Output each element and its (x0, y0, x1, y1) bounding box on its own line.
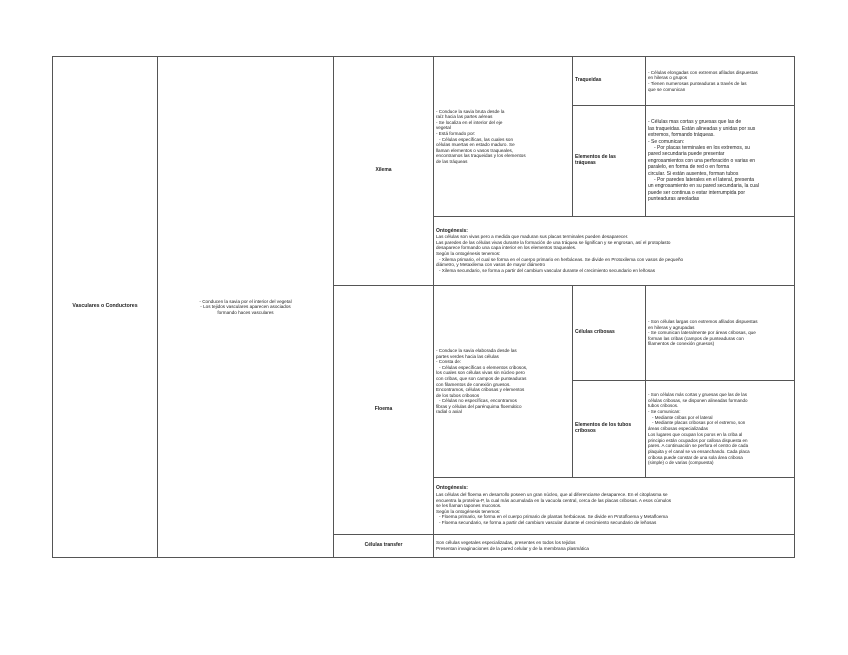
tissue-type-label: Vasculares o Conductores (72, 303, 138, 310)
tubos-desc-line: principio están ocupados por callosa dispuesta en (648, 437, 748, 443)
floema-ontogenesis-line: se les llaman tapones mucosos. (436, 503, 502, 509)
xilema-desc-line: vegetal (436, 125, 451, 131)
xilema-desc-line: raíz hacia las partes aéreas (436, 114, 493, 120)
floema-desc-line: los cuales son células vivas sin núcleo pero (436, 370, 525, 376)
floema-ontogenesis-line: - Floema primario, se forma en el cuerpo primario de plantas herbáceas. Se divide en Protofloema y Metafloema (439, 514, 668, 520)
xilema-ontogenesis-cell (433, 216, 795, 286)
transfer-description-cell (433, 534, 795, 558)
transfer-label: Células transfer (364, 542, 403, 549)
traqueas-desc-line: las traqueidas. Están alineadas y unidas por sus (648, 125, 756, 132)
xilema-desc-line: - Conduce la savia bruta desde la (436, 108, 505, 114)
cribosas-desc-line: filamentos de conexión gruesos) (648, 341, 715, 347)
tubos-desc-line: - Mediante placas cribosas por el extremo, son (652, 420, 746, 426)
tubos-desc-line: - Mediante cribas por el lateral (652, 414, 713, 420)
tubos-desc-line: cribosa puede constar de una sola área cribosa (648, 454, 743, 460)
traqueas-desc-line: un engrosamiento en su pared secundaria, la cual (648, 183, 759, 190)
traqueidas-desc-line: - Células elongadas con extremos afilados dispuestas (648, 69, 758, 75)
xilema-label-cell (333, 56, 434, 286)
floema-desc-line: fibras y células del parénquima floemático (436, 403, 522, 409)
floema-desc-line: con cribas, que son campos de punteaduras (436, 375, 527, 381)
floema-description-cell (433, 285, 573, 478)
floema-desc-line: con filamentos de conexión gruesos. (436, 381, 511, 387)
floema-ontogenesis-line: Las células del floema en desarrollo poseen un gran núcleo, que al diferenciarse desaparece. En el citoplasma se (436, 492, 668, 498)
xilema-ontogenesis-line: - Xilema secundario, se forma a partir del cambium vascular durante el crecimiento secundario en leñosas (439, 267, 656, 273)
tubos-desc-line: - Se comunican: (648, 409, 681, 415)
tubos-desc-line: pares. A continuación se perfora el centro de cada (648, 443, 749, 449)
traqueas-desc-line: extremos, formando tráqueas. (648, 132, 715, 139)
traqueas-desc-line: - Se comunican: (648, 138, 685, 145)
xilema-desc-line: encontramos las traqueidas y los elementos (436, 153, 526, 159)
floema-desc-line: radial o axial (436, 409, 462, 415)
traqueas-desc-line: - Células mas cortas y gruesas que las de (648, 119, 742, 126)
celulas-cribosas-label-cell (572, 285, 646, 381)
traqueidas-desc-line: - Tienen numerosas punteaduras a través de las (648, 81, 747, 86)
xilema-desc-line: de las tráqueas (436, 158, 468, 164)
traqueidas-desc-line: en hileras o grupos (648, 75, 688, 81)
xilema-ontogenesis-line: desaparece formando una capa interior en los elementos traqueales. (436, 245, 577, 251)
general-desc-line-1: - Conducen la savia por el interior del vegetal (199, 298, 292, 304)
tubos-desc-line: células cribosas, se disponen alineadas formando (648, 397, 748, 403)
cribosas-desc-line: - Son células largas con extremos afilados dispuestas (648, 319, 758, 325)
traqueas-desc-line: circular. Si están ausentes, forman tubos (648, 170, 739, 177)
celulas-cribosas-description-cell (645, 285, 795, 381)
xilema-description-cell (433, 56, 573, 217)
xilema-ontogenesis-line: diámetro, y Metaxilema con vasos de mayor diámetro (436, 262, 546, 268)
transfer-label-cell (333, 534, 434, 558)
general-description-cell (157, 56, 334, 558)
xilema-ontogenesis-title: Ontogénesis: (436, 227, 468, 234)
traqueas-desc-line: puede ser continua o estar interrumpida por (648, 189, 746, 196)
xilema-ontogenesis-line: Las paredes de las células vivas durante la formación de una tráquea se lignifican y se engrosan, así el protoplasto (436, 239, 671, 245)
elementos-traqueas-description-cell (645, 105, 795, 217)
xilema-desc-line: - Se localiza en el interior del eje (436, 119, 503, 125)
xilema-ontogenesis-line: Según la ontogénesis tenemos: (436, 251, 501, 256)
floema-label: Floema (374, 406, 393, 413)
tubos-desc-line: áreas cribosas especializadas (648, 426, 709, 432)
floema-desc-line: - Conduce la savia elaborada desde las (436, 347, 517, 353)
tubos-cribosos-label: Elementos de los tubos cribosos (575, 422, 632, 434)
celulas-cribosas-label: Células cribosas (575, 329, 615, 336)
floema-label-cell (333, 285, 434, 535)
traqueidas-desc-line: que se comunican (648, 86, 686, 92)
cribosas-desc-line: en hileras y agrupadas (648, 324, 695, 330)
xilema-ontogenesis-line: Las células son vivas pero a medida que maduran sus placas terminales pueden desaparecer. (436, 234, 629, 240)
cribosas-desc-line: forman las cribas (campos de punteaduras con (648, 335, 744, 341)
elementos-traqueas-label-cell (572, 105, 646, 217)
xilema-desc-line: - Está formado por: (436, 130, 476, 136)
transfer-desc-line: Son células vegetales especializadas, presentes en todos los tejidos (436, 540, 576, 546)
traqueidas-label: Traqueidas (575, 77, 602, 84)
tubos-desc-line: Los lugares que ocupan los poros en la criba al (648, 431, 743, 437)
xilema-desc-line: - Células específicas, las cuales son (439, 136, 514, 142)
traqueidas-description-cell (645, 56, 795, 106)
tubos-desc-line: (simple) o de varias (compuesta) (648, 460, 714, 466)
traqueas-desc-line: - Por placas terminales en los extremos, su (654, 144, 750, 151)
tissue-type-cell (52, 56, 158, 558)
traqueas-desc-line: punteaduras areoladas (648, 196, 700, 203)
general-desc-line-3: formando haces vasculares (217, 309, 274, 315)
traqueas-desc-line: engrosamientos con una perforación o varias en (648, 157, 756, 164)
xilema-desc-line: llaman elementos o vasos traqueales, (436, 147, 514, 153)
floema-ontogenesis-line: encuentra la proteína-P, la cual más acumulada en la vacuola central, cerca de las placas cribosas. A esos cúmulos (436, 497, 672, 503)
traqueas-desc-line: paralelo, en forma de red o en forma (648, 164, 730, 171)
floema-desc-line: partes verdes hacia las células (436, 353, 499, 359)
elementos-traqueas-label: Elementos de las tráqueas (575, 154, 616, 166)
floema-ontogenesis-line: - Floema secundario, se forma a partir del cambium vascular durante el crecimiento secundario de leñosas (439, 519, 657, 525)
floema-desc-line: - Células no específicas, encontramos (439, 398, 517, 404)
floema-ontogenesis-cell (433, 477, 795, 535)
tubos-cribosos-label-cell (572, 380, 646, 478)
floema-ontogenesis-line: Según la ontogénesis tenemos: (436, 508, 501, 514)
tubos-desc-line: plaquita y el canal se va ensanchando. Cada placa (648, 448, 750, 454)
tubos-desc-line: - Son células más cortas y gruesas que las de las (648, 391, 748, 397)
floema-desc-line: de los tubos cribosos (436, 392, 480, 398)
floema-desc-line: Encontramos, células cribosas y elementos (436, 387, 525, 393)
tubos-cribosos-description-cell (645, 380, 795, 478)
xilema-label: Xilema (375, 167, 392, 174)
xilema-desc-line: células muertas en estado maduro. Se (436, 142, 515, 148)
traqueas-desc-line: - Por paredes laterales en el lateral, presenta (654, 177, 755, 184)
xilema-ontogenesis-line: - Xilema primario, el cual se forma en el cuerpo primario en herbáceas. Se divide en Protoxilema con vasos de pequeño (439, 256, 684, 262)
general-desc-line-2: - Los tejidos vasculares aparecen asociados (200, 304, 291, 310)
transfer-desc-line: Presentan invaginaciones de la pared celular y de la membrana plasmática (436, 546, 589, 551)
traqueidas-label-cell (572, 56, 646, 106)
tubos-desc-line: tubos cribosos. (648, 403, 679, 409)
floema-ontogenesis-title: Ontogénesis: (436, 485, 468, 492)
floema-desc-line: - Consta de: (436, 359, 462, 365)
traqueas-desc-line: pared secundaria puede presentar (648, 151, 725, 158)
cribosas-desc-line: - Se comunican lateralmente por áreas cribosas, que (648, 330, 756, 336)
floema-desc-line: - Células específicas o elementos cribosos, (439, 364, 528, 370)
